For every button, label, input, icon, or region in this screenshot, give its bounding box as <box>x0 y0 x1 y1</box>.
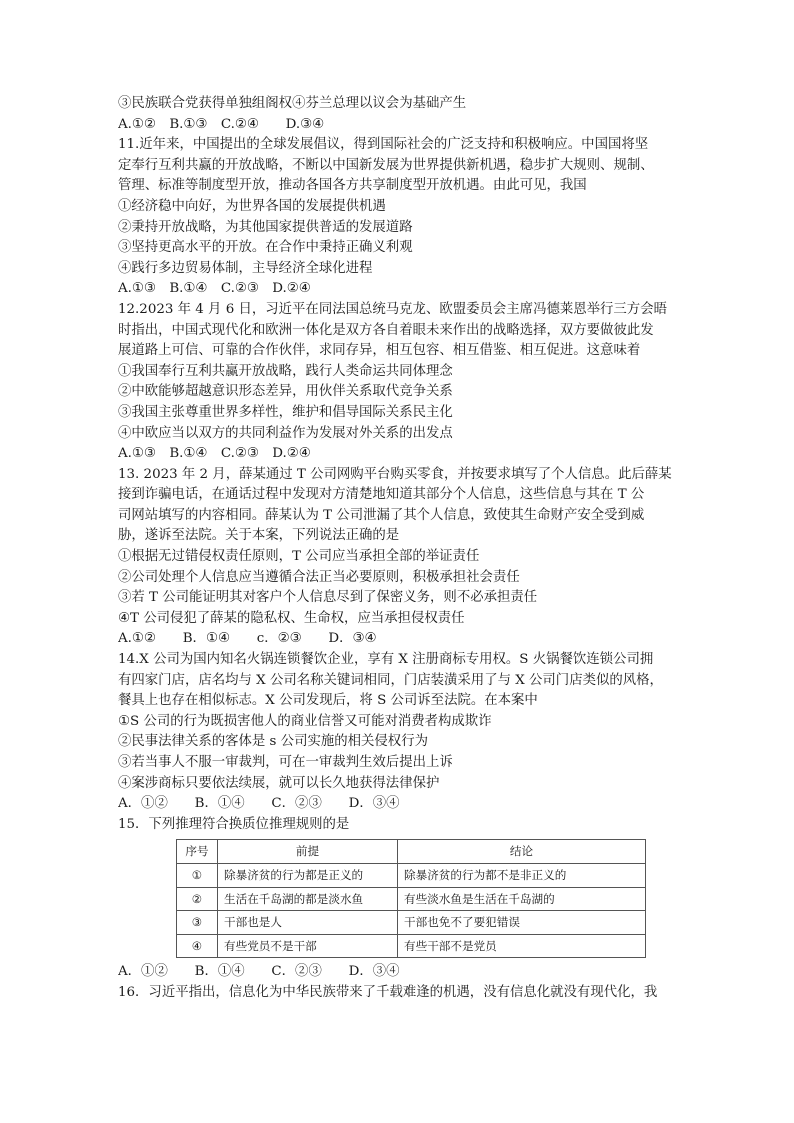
answer-options: A.①③ B.①④ C.②③ D.②④ <box>118 281 311 297</box>
question-stem-line: 16．习近平指出，信息化为中华民族带来了千载难逢的机遇，没有信息化就没有现代化，我 <box>118 984 658 1000</box>
choice-item: ②公司处理个人信息应当遵循合法正当必要原则，积极承担社会责任 <box>118 569 520 585</box>
row-premise: 有些党员不是干部 <box>218 934 398 958</box>
choice-item: ③我国主张尊重世界多样性，维护和倡导国际关系民主化 <box>118 404 453 420</box>
question-stem-line: 13. 2023 年 2 月，薛某通过 T 公司网购平台购买零食，并按要求填写了个人信息。此后薛某 <box>118 466 672 482</box>
question-stem-line: 定奉行互利共赢的开放战略，不断以中国新发展为世界提供新机遇，稳步扩大规则、规制、 <box>118 157 654 173</box>
row-premise: 生活在千岛湖的都是淡水鱼 <box>218 887 398 911</box>
question-14 <box>118 650 684 815</box>
q10-tail <box>118 94 684 135</box>
table-row <box>177 911 646 935</box>
question-stem-line: 11.近年来，中国提出的全球发展倡议，得到国际社会的广泛支持和积极响应。中国国将坚 <box>118 137 649 153</box>
question-16 <box>118 983 684 1004</box>
table-row <box>177 887 646 911</box>
row-conclusion: 有些干部不是党员 <box>398 934 646 958</box>
row-number: ② <box>177 887 218 911</box>
choice-item: ③若 T 公司能证明其对客户个人信息尽到了保密义务，则不必承担责任 <box>118 590 538 606</box>
question-stem-line: 餐具上也存在相似标志。X 公司发现后，将 S 公司诉至法院。在本案中 <box>118 693 538 709</box>
choice-item: ①我国奉行互利共赢开放战略，践行人类命运共同体理念 <box>118 363 453 379</box>
question-stem-line: 15．下列推理符合换质位推理规则的是 <box>118 816 350 832</box>
answer-options: A.①② B．①④ c．②③ D．③④ <box>118 631 377 647</box>
header-premise: 前提 <box>218 840 398 864</box>
text-line: ③民族联合党获得单独组阁权④芬兰总理以议会为基础产生 <box>118 96 467 111</box>
choice-item: ①S 公司的行为既损害他人的商业信誉又可能对消费者构成欺诈 <box>118 713 492 729</box>
row-premise: 干部也是人 <box>218 911 398 935</box>
choice-item: ④践行多边贸易体制，主导经济全球化进程 <box>118 260 373 276</box>
table-row <box>177 934 646 958</box>
question-12 <box>118 300 684 465</box>
question-stem-line: 14.X 公司为国内知名火锅连锁餐饮企业，享有 X 注册商标专用权。S 火锅餐饮连锁公司拥 <box>118 652 654 668</box>
question-stem-line: 展道路上可信、可靠的合作伙伴，求同存异，相互包容、相互借鉴、相互促进。这意味着 <box>118 343 641 359</box>
question-stem-line: 接到诈骗电话，在通话过程中发现对方清楚地知道其部分个人信息，这些信息与其在 T 公 <box>118 487 645 503</box>
question-stem-line: 胁，遂诉至法院。关于本案，下列说法正确的是 <box>118 528 400 544</box>
row-number: ④ <box>177 934 218 958</box>
table-row <box>177 863 646 887</box>
header-conclusion: 结论 <box>398 840 646 864</box>
question-stem-line: 时指出，中国式现代化和欧洲一体化是双方各自着眼未来作出的战略选择，双方要做彼此发 <box>118 322 654 338</box>
choice-item: ①经济稳中向好，为世界各国的发展提供机遇 <box>118 198 386 214</box>
header-number: 序号 <box>177 840 218 864</box>
question-11 <box>118 135 684 300</box>
row-number: ③ <box>177 911 218 935</box>
reasoning-table <box>176 839 646 958</box>
answer-options: A．①② B．①④ C．②③ D．③④ <box>118 796 400 812</box>
choice-item: ④T 公司侵犯了薛某的隐私权、生命权，应当承担侵权责任 <box>118 610 465 626</box>
answer-options: A.①③ B.①④ C.②③ D.②④ <box>118 446 311 462</box>
question-stem-line: 管理、标准等制度型开放，推动各国各方共享制度型开放机遇。由此可见，我国 <box>118 178 587 194</box>
answer-options: A.①② B.①③ C.②④ D.③④ <box>118 116 325 132</box>
exam-page <box>118 94 684 1004</box>
choice-item: ①根据无过错侵权责任原则，T 公司应当承担全部的举证责任 <box>118 549 480 565</box>
question-13 <box>118 465 684 650</box>
choice-item: ②民事法律关系的客体是 s 公司实施的相关侵权行为 <box>118 734 428 750</box>
question-stem-line: 司网站填写的内容相同。薛某认为 T 公司泄漏了其个人信息，致使其生命财产安全受到威 <box>118 507 645 523</box>
choice-item: ④中欧应当以双方的共同利益作为发展对外关系的出发点 <box>118 425 453 441</box>
answer-options: A．①② B．①④ C．②③ D．③④ <box>118 964 400 980</box>
choice-item: ④案涉商标只要依法续展，就可以长久地获得法律保护 <box>118 775 440 791</box>
row-conclusion: 除暴济贫的行为都不是非正义的 <box>398 863 646 887</box>
question-stem-line: 12.2023 年 4 月 6 日，习近平在同法国总统马克龙、欧盟委员会主席冯德莱恩举行三方会晤 <box>118 301 667 317</box>
choice-item: ②中欧能够超越意识形态差异，用伙伴关系取代竞争关系 <box>118 384 453 400</box>
row-conclusion: 干部也免不了要犯错误 <box>398 911 646 935</box>
question-15 <box>118 815 684 983</box>
choice-item: ③若当事人不服一审裁判，可在一审裁判生效后提出上诉 <box>118 755 453 770</box>
question-stem-line: 有四家门店，店名均与 X 公司名称关键词相同，门店装潢采用了与 X 公司门店类似的风格， <box>118 672 663 688</box>
row-premise: 除暴济贫的行为都是正义的 <box>218 863 398 887</box>
row-number: ① <box>177 863 218 887</box>
row-conclusion: 有些淡水鱼是生活在千岛湖的 <box>398 887 646 911</box>
table-header-row <box>177 840 646 864</box>
choice-item: ③坚持更高水平的开放。在合作中秉持正确义利观 <box>118 240 413 256</box>
choice-item: ②秉持开放战略，为其他国家提供普适的发展道路 <box>118 219 413 235</box>
